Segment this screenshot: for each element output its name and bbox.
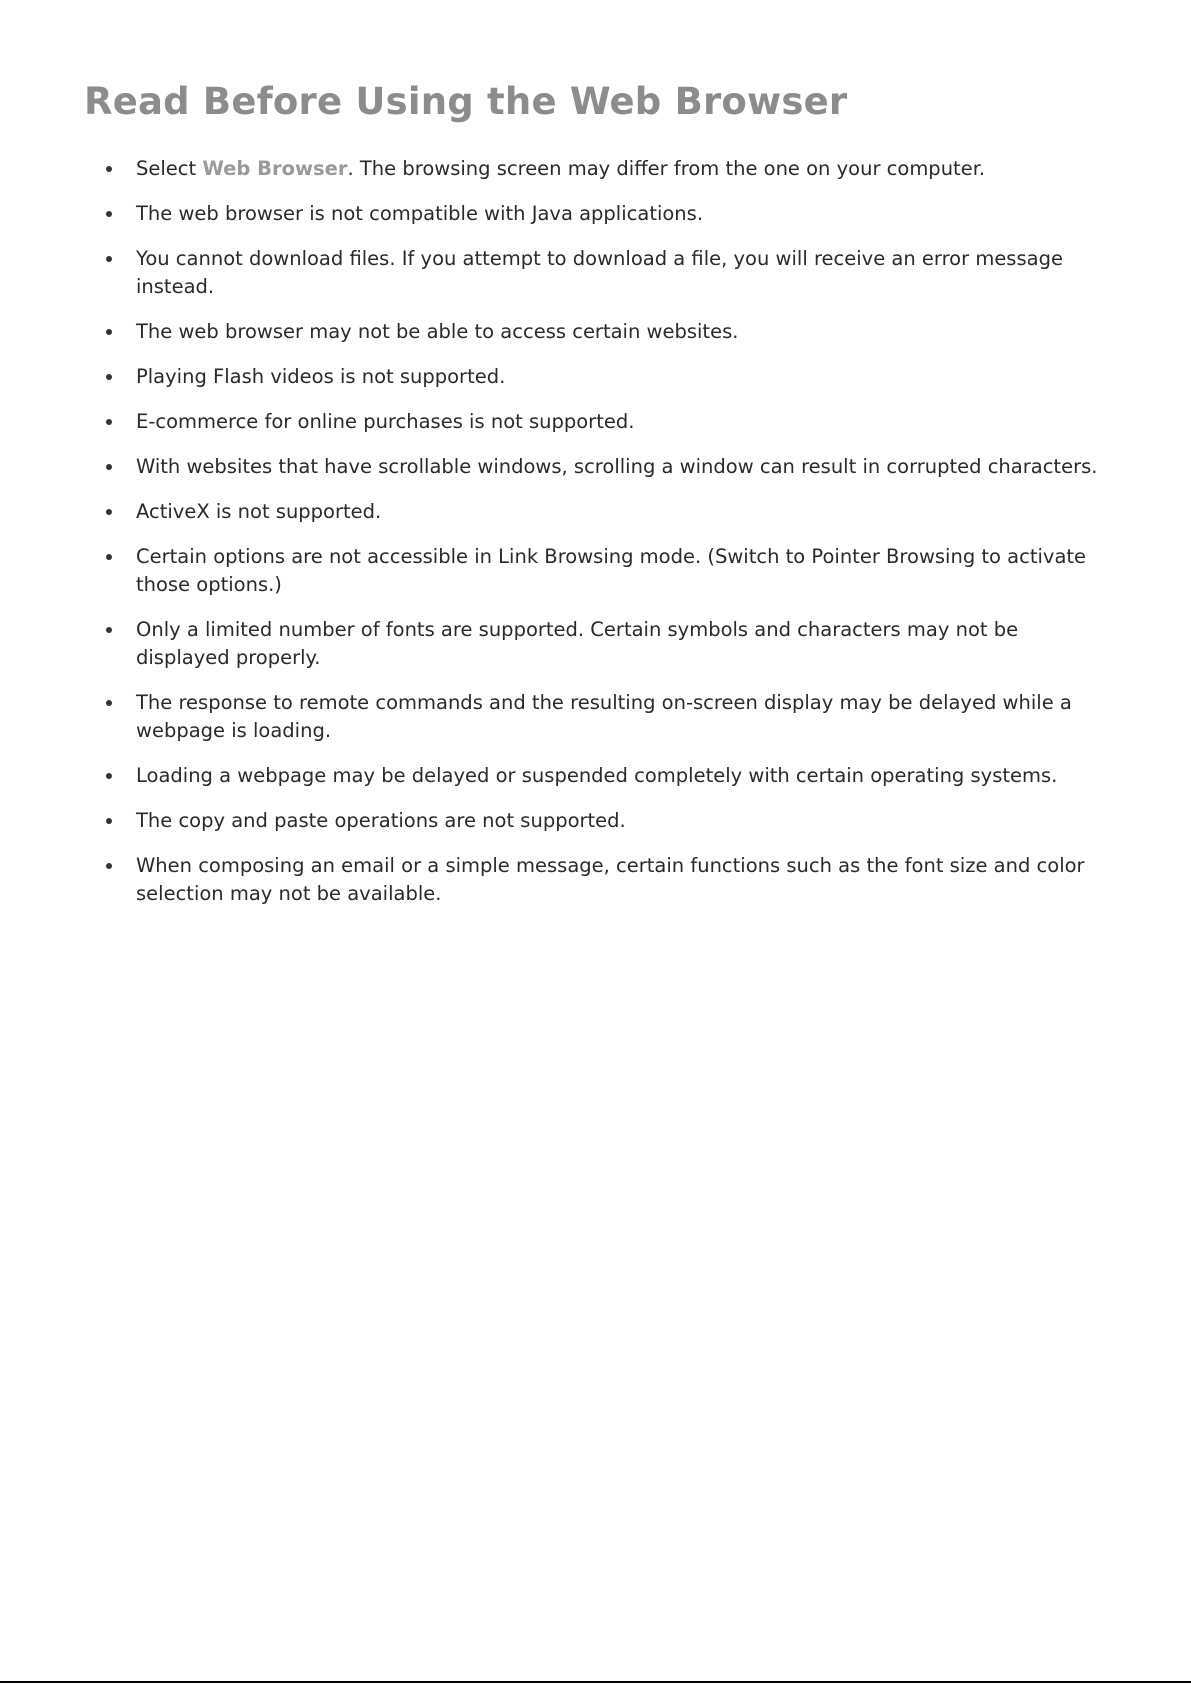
list-item	[96, 543, 1116, 599]
list-item	[96, 155, 1116, 183]
item-text: Playing Flash videos is not supported.	[136, 365, 506, 388]
bullet-icon	[106, 627, 112, 633]
list-item	[96, 408, 1116, 436]
bullet-icon	[106, 509, 112, 515]
list-item	[96, 852, 1116, 908]
item-text: The copy and paste operations are not supported.	[136, 809, 626, 832]
list-item	[96, 762, 1116, 790]
list-item	[96, 363, 1116, 391]
item-text: When composing an email or a simple message, certain functions such as the font size and color selection may not be available.	[136, 854, 1085, 905]
item-text-before: Select	[136, 157, 203, 180]
item-text: The web browser may not be able to access certain websites.	[136, 320, 739, 343]
list-item	[96, 453, 1116, 481]
bullet-icon	[106, 818, 112, 824]
list-item	[96, 318, 1116, 346]
list-item	[96, 245, 1116, 301]
bullet-icon	[106, 329, 112, 335]
item-text: Certain options are not accessible in Link Browsing mode. (Switch to Pointer Browsing to activate those options.)	[136, 545, 1087, 596]
bullet-icon	[106, 700, 112, 706]
item-text: With websites that have scrollable windows, scrolling a window can result in corrupted characters.	[136, 455, 1098, 478]
list-item	[96, 807, 1116, 835]
item-text-after: . The browsing screen may differ from the one on your computer.	[347, 157, 986, 180]
list-item	[96, 200, 1116, 228]
bullet-icon	[106, 211, 112, 217]
item-text: Only a limited number of fonts are supported. Certain symbols and characters may not be displayed properly.	[136, 618, 1019, 669]
item-text: Loading a webpage may be delayed or suspended completely with certain operating systems.	[136, 764, 1058, 787]
bullet-icon	[106, 374, 112, 380]
bullet-icon	[106, 419, 112, 425]
list-item	[96, 616, 1116, 672]
bullet-icon	[106, 773, 112, 779]
list-item	[96, 689, 1116, 745]
notes-list	[96, 155, 1116, 925]
item-text: The response to remote commands and the resulting on-screen display may be delayed while a webpage is loading.	[136, 691, 1072, 742]
bullet-icon	[106, 863, 112, 869]
bullet-icon	[106, 554, 112, 560]
item-text: You cannot download files. If you attempt to download a file, you will receive an error message instead.	[136, 247, 1063, 298]
ui-term-web-browser: Web Browser	[202, 157, 348, 180]
bullet-icon	[106, 166, 112, 172]
page-bottom-border	[0, 1681, 1191, 1683]
list-item	[96, 498, 1116, 526]
item-text: E-commerce for online purchases is not supported.	[136, 410, 635, 433]
bullet-icon	[106, 256, 112, 262]
item-text: ActiveX is not supported.	[136, 500, 382, 523]
item-text: The web browser is not compatible with Java applications.	[136, 202, 704, 225]
page-title: Read Before Using the Web Browser	[84, 80, 848, 123]
bullet-icon	[106, 464, 112, 470]
